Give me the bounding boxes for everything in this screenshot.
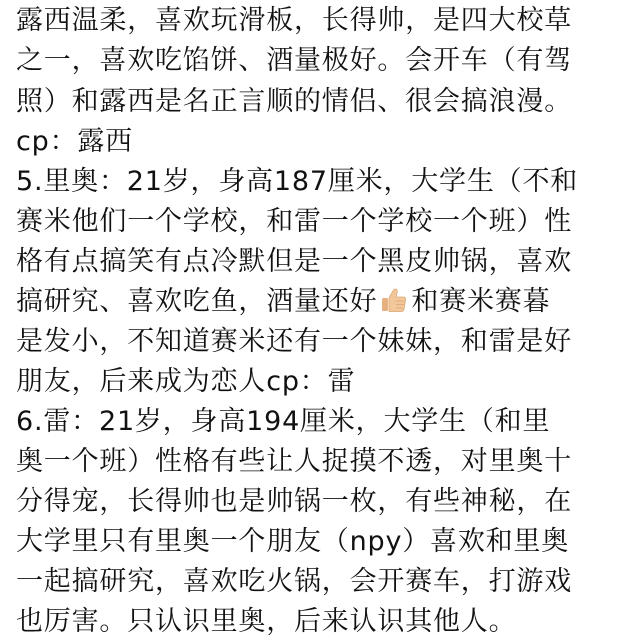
text-line-13: 分得宠，长得帅也是帅锅一枚，有些神秘，在 <box>16 486 572 517</box>
text-line-7: 格有点搞笑有点冷默但是一个黑皮帅锅，喜欢 <box>16 246 572 277</box>
text-line-14: 大学里只有里奥一个朋友（npy）喜欢和里奥 <box>16 526 570 557</box>
text-line-2: 之一，喜欢吃馅饼、酒量极好。会开车（有驾 <box>16 45 572 76</box>
text-line-8 <box>16 283 550 321</box>
text-line-12: 奥一个班）性格有些让人捉摸不透，对里奥十 <box>16 446 572 477</box>
text-line-4: cp：露西 <box>16 126 133 157</box>
text-line-9: 是发小，不知道赛米还有一个妹妹，和雷是好 <box>16 326 572 357</box>
thumbs-up-icon <box>379 285 409 315</box>
text-line-8-tail: 和赛米赛暮 <box>411 286 551 317</box>
text-line-8-head: 搞研究、喜欢吃鱼，酒量还好 <box>16 286 378 317</box>
text-line-6: 赛米他们一个学校，和雷一个学校一个班）性 <box>16 206 572 237</box>
text-line-15: 一起搞研究，喜欢吃火锅，会开赛车，打游戏 <box>16 566 572 597</box>
text-line-3: 照）和露西是名正言顺的情侣、很会搞浪漫。 <box>16 86 572 117</box>
text-line-10: 朋友，后来成为恋人cp：雷 <box>16 366 356 397</box>
text-line-11: 6.雷：21岁，身高194厘米，大学生（和里 <box>16 406 551 437</box>
text-line-1: 露西温柔，喜欢玩滑板，长得帅，是四大校草 <box>16 5 572 36</box>
text-line-5: 5.里奥：21岁，身高187厘米，大学生（不和 <box>16 166 579 197</box>
text-line-16: 也厉害。只认识里奥，后来认识其他人。 <box>16 606 517 637</box>
